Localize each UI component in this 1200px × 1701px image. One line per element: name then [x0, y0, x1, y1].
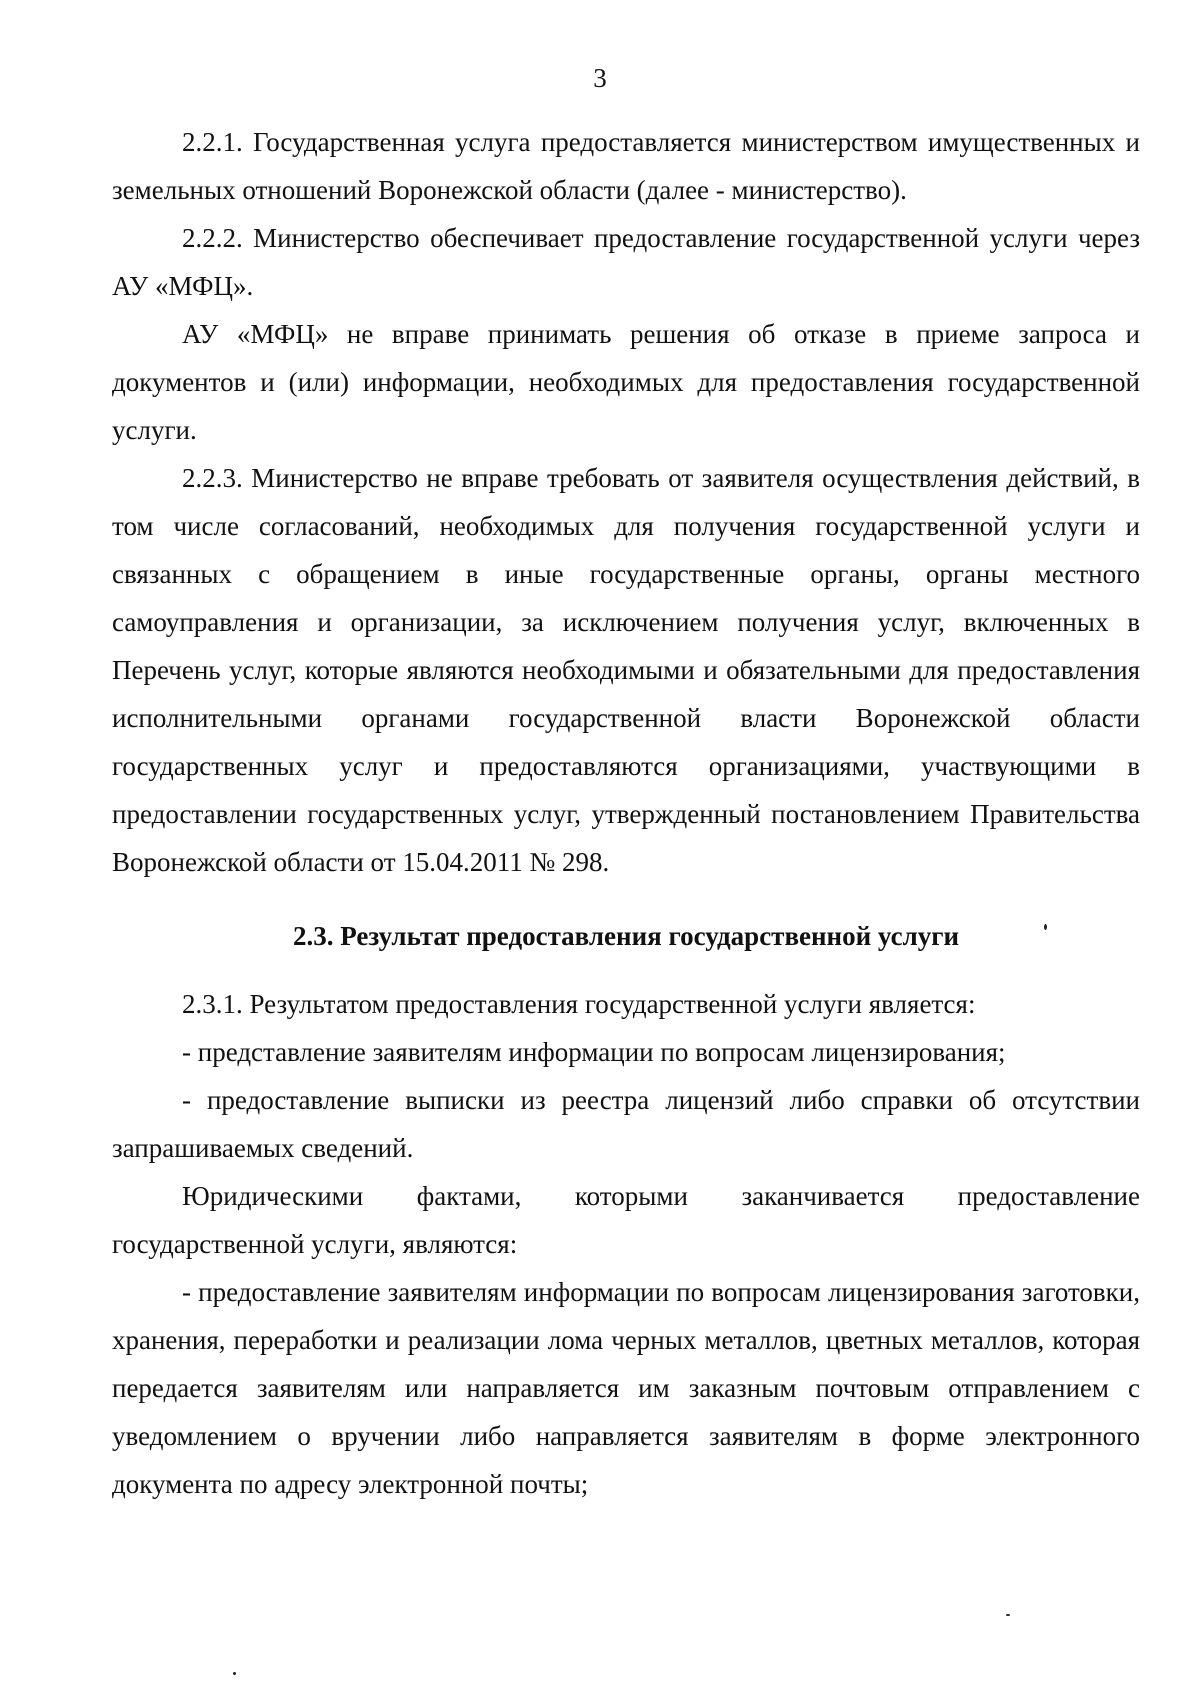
paragraph-mfc-restriction: АУ «МФЦ» не вправе принимать решения об отказе в приеме запроса и документов и (или) информации, необходимых для предоставления государственной услуги. [112, 319, 1140, 445]
list-item-extract: - предоставление выписки из реестра лицензий либо справки об отсутствии запрашиваемых сведений. [112, 1085, 1140, 1163]
scan-speck [1006, 1614, 1010, 1616]
scan-speck [1044, 924, 1047, 930]
paragraph-legal-facts: Юридическими фактами, которыми заканчивается предоставление государственной услуги, являются: [112, 1181, 1140, 1259]
section-heading-2-3: 2.3. Результат предоставления государственной услуги [292, 921, 960, 951]
document-body [112, 118, 1140, 1508]
list-item-licensing-info: - предоставление заявителям информации по вопросам лицензирования заготовки, хранения, переработки и реализации лома черных металлов, цветных металлов, которая передается заявителям или направляется им заказным почтовым отправлением с уведомлением о вручении либо направляется заявителям в форме электронного документа по адресу электронной почты; [112, 1277, 1140, 1499]
paragraph-2-3-1: 2.3.1. Результатом предоставления государственной услуги является: [182, 989, 976, 1019]
paragraph-2-2-2: 2.2.2. Министерство обеспечивает предоставление государственной услуги через АУ «МФЦ». [112, 223, 1140, 301]
paragraph-2-2-3: 2.2.3. Министерство не вправе требовать от заявителя осуществления действий, в том числе согласований, необходимых для получения государственной услуги и связанных с обращением в иные государственные органы, органы местного самоуправления и организации, за исключением получения услуг, включенных в Перечень услуг, которые являются необходимыми и обязательными для предоставления исполнительными органами государственной власти Воронежской области государственных услуг и предоставляются организациями, участвующими в предоставлении государственных услуг, утвержденный постановлением Правительства Воронежской области от 15.04.2011 № 298. [112, 463, 1140, 877]
scan-speck [233, 1672, 236, 1675]
list-item-information: - представление заявителям информации по вопросам лицензирования; [182, 1037, 1006, 1067]
page-number: 3 [593, 63, 607, 93]
paragraph-2-2-1: 2.2.1. Государственная услуга предоставляется министерством имущественных и земельных отношений Воронежской области (далее - министерство). [112, 127, 1140, 205]
